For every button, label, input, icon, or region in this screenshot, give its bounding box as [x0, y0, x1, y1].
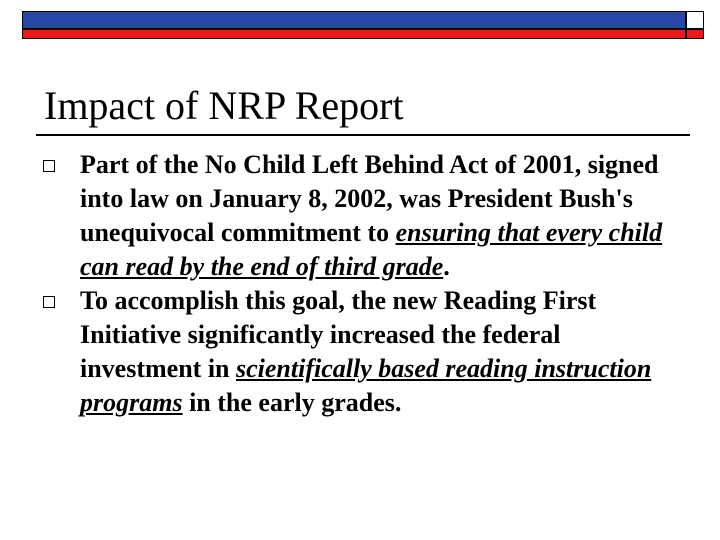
bullet-item [36, 284, 676, 420]
bullet-text-end: . [443, 252, 450, 281]
square-bullet-icon [43, 160, 55, 172]
header-bar-red [22, 29, 686, 39]
bullet-text: Part of the No Child Left Behind Act of 2001, signed into law on January 8, 2002, was President Bush's unequivocal commitment to [80, 150, 659, 247]
header-bar-blue [22, 11, 686, 29]
bullet-text: To accomplish this goal, the new Reading First Initiative significantly increased the federal investment in [80, 286, 597, 383]
bullet-emphasis: scientifically based reading instruction programs [80, 354, 652, 417]
square-bullet-icon [43, 296, 55, 308]
header-square-red [686, 29, 704, 39]
bullet-item [36, 148, 676, 284]
slide-title: Impact of NRP Report [44, 83, 404, 128]
bullet-list [36, 148, 676, 420]
header-square-white [686, 11, 704, 29]
title-divider [36, 134, 690, 136]
bullet-text-end: in the early grades. [182, 388, 402, 417]
bullet-emphasis: ensuring that every child can read by the end of third grade [80, 218, 663, 281]
